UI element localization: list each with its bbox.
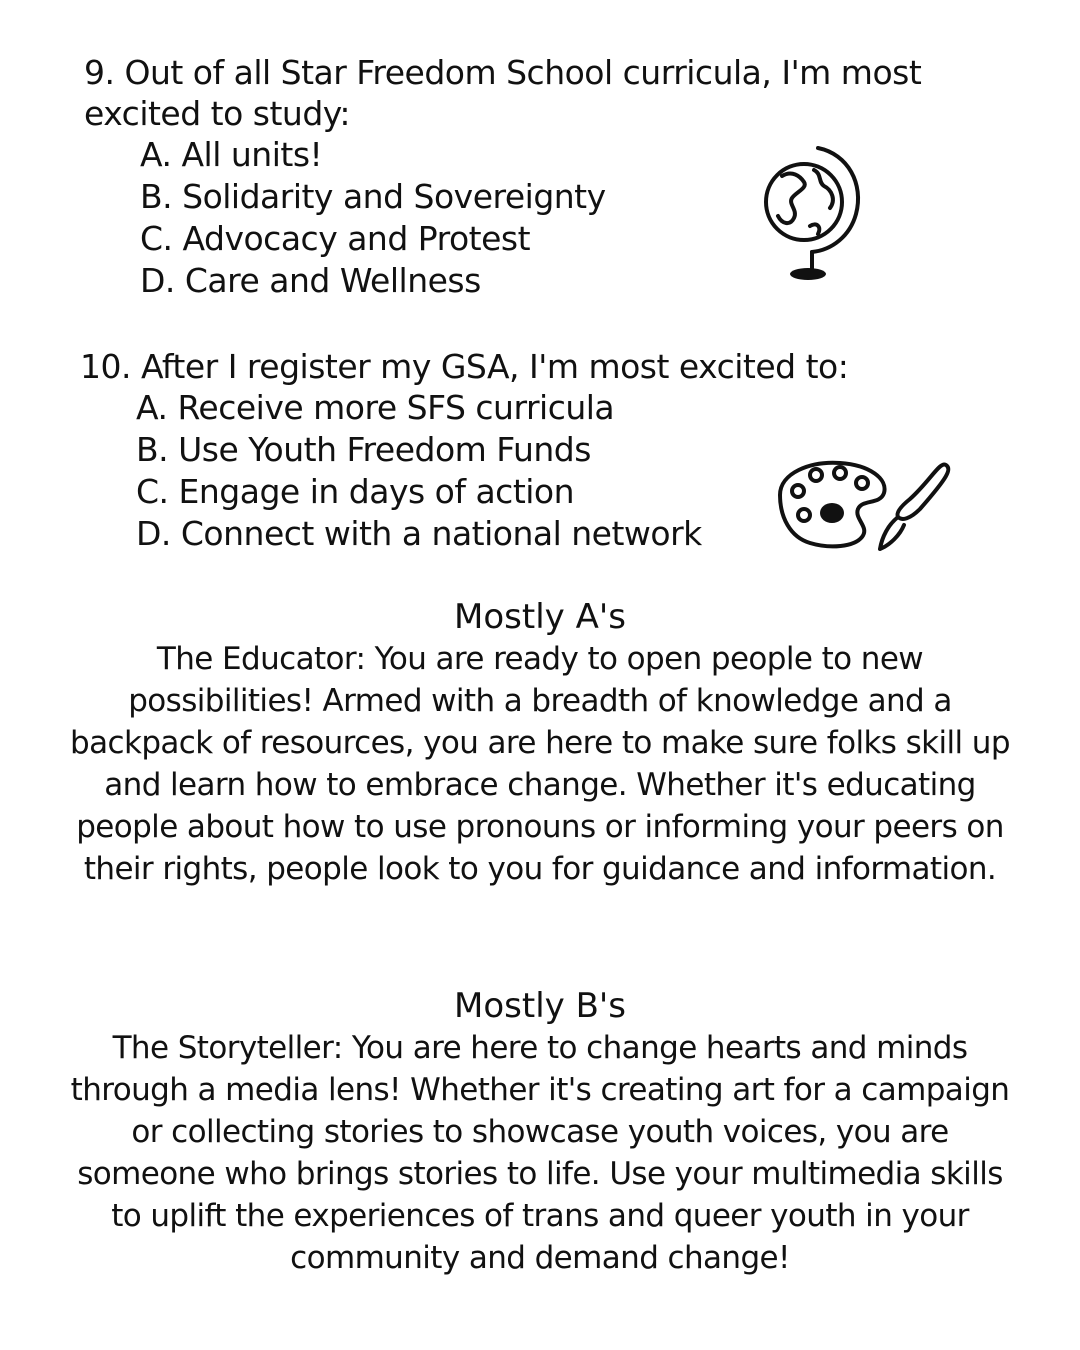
question-9-prompt: 9. Out of all Star Freedom School curricula, I'm most excited to study: — [84, 53, 922, 133]
result-mostly-b-heading: Mostly B's — [454, 986, 626, 1026]
question-10-option-c: C. Engage in days of action — [136, 472, 575, 511]
result-mostly-b-body: The Storyteller: You are here to change hearts and minds through a media lens! Whether it's creating art for a campaign or collecting stories to showcase youth voices, you are someone who brings stories to life. Use your multimedia skills to uplift the experiences of trans and queer youth in your community and demand change! — [70, 1030, 1010, 1276]
paint-palette-icon — [770, 455, 960, 555]
globe-icon — [752, 140, 872, 290]
question-10-option-b: B. Use Youth Freedom Funds — [136, 430, 591, 469]
question-9-option-d: D. Care and Wellness — [140, 261, 481, 300]
question-10-option-a: A. Receive more SFS curricula — [136, 388, 615, 427]
question-10-option-d: D. Connect with a national network — [136, 514, 702, 553]
result-mostly-a — [60, 596, 1020, 890]
question-9-option-c: C. Advocacy and Protest — [140, 219, 531, 258]
question-9-option-b: B. Solidarity and Sovereignty — [140, 177, 606, 216]
result-mostly-a-heading: Mostly A's — [454, 597, 626, 637]
question-10-prompt: 10. After I register my GSA, I'm most excited to: — [80, 347, 849, 386]
question-9-option-a: A. All units! — [140, 135, 323, 174]
result-mostly-b — [60, 985, 1020, 1279]
result-mostly-a-body: The Educator: You are ready to open people to new possibilities! Armed with a breadth of knowledge and a backpack of resources, you are here to make sure folks skill up and learn how to embrace change. Whether it's educating people about how to use pronouns or informing your peers on their rights, people look to you for guidance and information. — [70, 641, 1010, 887]
